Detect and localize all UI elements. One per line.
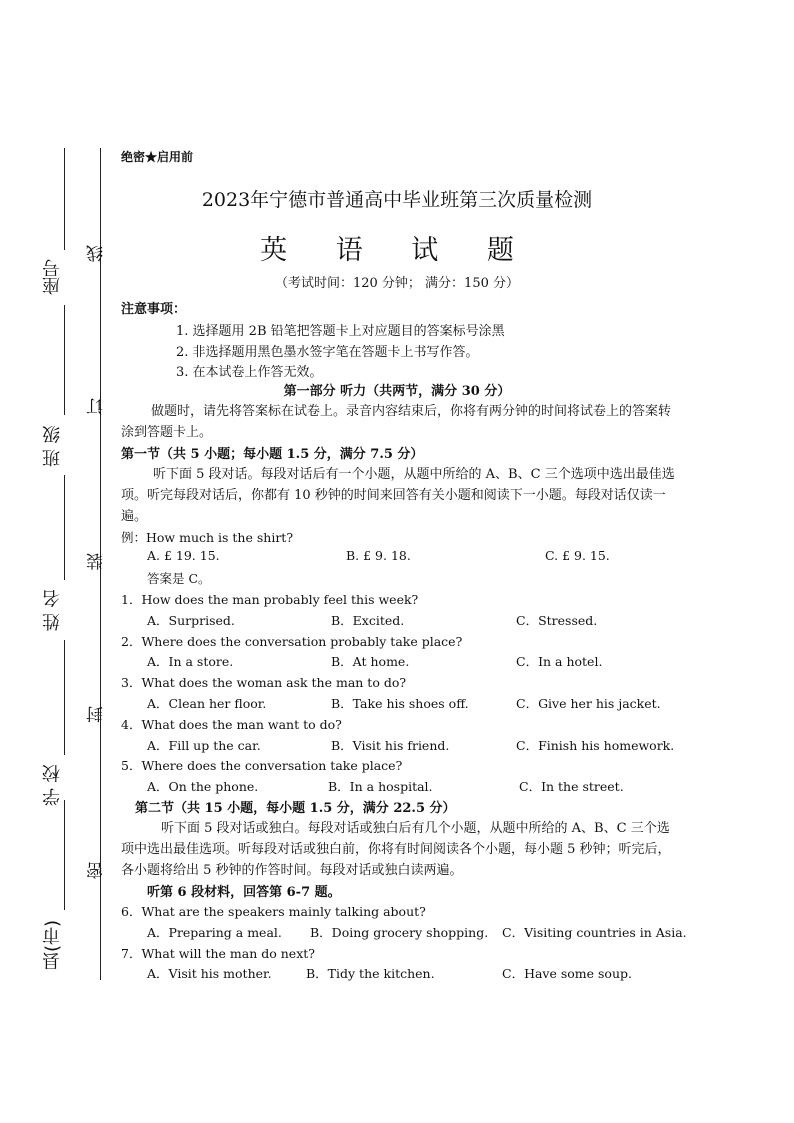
- q1-option-b: B．Excited.: [331, 613, 405, 628]
- question-3: 3．What does the woman ask the man to do?: [121, 675, 407, 690]
- seal-char-xian: 线: [87, 245, 107, 262]
- class-label: 班 级: [42, 425, 63, 467]
- q6-option-a: A．Preparing a meal.: [147, 925, 282, 940]
- section2-intro: 听下面 5 段对话或独白。每段对话或独白后有几个小题，从题中所给的 A、B、C 三个选项中选出最佳选项。听每段对话或独白前，你将有时间阅读各个小题，每小题 5 秒钟；听完后，各小题将给出 5 秒钟的作答时间。每段对话或独白读两遍。: [121, 821, 671, 878]
- q6-option-c: C．Visiting countries in Asia.: [502, 925, 687, 940]
- notice-item-2: 2. 非选择题用黑色墨水签字笔在答题卡上书写作答。: [176, 345, 479, 360]
- secret-label: 绝密★启用前: [121, 150, 194, 164]
- seal-char-mi: 密: [87, 862, 107, 879]
- q3-option-c: C．Give her his jacket.: [516, 696, 661, 711]
- q4-option-b: B．Visit his friend.: [331, 738, 450, 753]
- notice-item-3: 3. 在本试卷上作答无效。: [176, 365, 323, 380]
- q6-option-b: B．Doing grocery shopping.: [310, 925, 489, 940]
- section1-title: 第一节（共 5 小题；每小题 1.5 分，满分 7.5 分）: [121, 447, 424, 462]
- q2-option-b: B．At home.: [331, 654, 410, 669]
- q3-option-a: A．Clean her floor.: [147, 696, 267, 711]
- example-question: 例：How much is the shirt?: [121, 530, 294, 545]
- name-label: 姓 名: [42, 589, 63, 631]
- exam-title: 2023年宁德市普通高中毕业班第三次质量检测: [201, 189, 593, 211]
- question-2: 2．Where does the conversation probably take place?: [121, 634, 463, 649]
- county-blank: [64, 800, 65, 910]
- q4-option-a: A．Fill up the car.: [147, 738, 261, 753]
- q1-option-a: A．Surprised.: [147, 613, 235, 628]
- county-label: 县(市): [42, 919, 63, 971]
- seal-char-ding: 订: [87, 398, 107, 415]
- question-5: 5．Where does the conversation take place?: [121, 758, 403, 773]
- example-option-a: A. £ 19. 15.: [147, 548, 220, 563]
- q1-option-c: C．Stressed.: [516, 613, 598, 628]
- q7-option-a: A．Visit his mother.: [147, 966, 272, 981]
- example-option-c: C. £ 9. 15.: [545, 548, 610, 563]
- question-7: 7．What will the man do next?: [121, 946, 315, 961]
- part1-title: 第一部分 听力（共两节，满分 30 分）: [283, 384, 511, 399]
- seat-label: 座号: [42, 259, 63, 296]
- seal-char-feng: 封: [87, 706, 107, 723]
- q4-option-c: C．Finish his homework.: [516, 738, 675, 753]
- q7-option-b: B．Tidy the kitchen.: [306, 966, 435, 981]
- example-option-b: B. £ 9. 18.: [346, 548, 411, 563]
- material-6-heading: 听第 6 段材料，回答第 6-7 题。: [147, 885, 341, 900]
- subject-title: 英 语 试 题: [260, 235, 534, 266]
- example-answer: 答案是 C。: [147, 571, 211, 586]
- section2-title: 第二节（共 15 小题，每小题 1.5 分，满分 22.5 分）: [135, 801, 456, 816]
- question-1: 1．How does the man probably feel this week?: [121, 592, 419, 607]
- q3-option-b: B．Take his shoes off.: [331, 696, 469, 711]
- notice-title: 注意事项：: [121, 302, 187, 317]
- name-blank: [64, 475, 65, 580]
- section1-intro: 听下面 5 段对话。每段对话后有一个小题，从题中所给的 A、B、C 三个选项中选出最佳选项。听完每段对话后，你都有 10 秒钟的时间来回答有关小题和阅读下一小题。每段对话仅读一遍。: [121, 467, 675, 524]
- q2-option-a: A．In a store.: [147, 654, 234, 669]
- question-4: 4．What does the man want to do?: [121, 717, 342, 732]
- notice-item-1: 1. 选择题用 2B 铅笔把答题卡上对应题目的答案标号涂黑: [176, 324, 505, 339]
- school-blank: [64, 640, 65, 755]
- q2-option-c: C．In a hotel.: [516, 654, 603, 669]
- q5-option-b: B．In a hospital.: [328, 779, 433, 794]
- question-6: 6．What are the speakers mainly talking about?: [121, 904, 426, 919]
- school-label: 学 校: [42, 764, 63, 806]
- part1-intro: 做题时，请先将答案标在试卷上。录音内容结束后，你将有两分钟的时间将试卷上的答案转涂到答题卡上。: [121, 404, 672, 440]
- seal-char-zhuang: 装: [87, 553, 107, 570]
- q7-option-c: C．Have some soup.: [502, 966, 632, 981]
- q5-option-c: C．In the street.: [519, 779, 624, 794]
- time-info: （考试时间：120 分钟； 满分：150 分）: [274, 276, 520, 291]
- q5-option-a: A．On the phone.: [147, 779, 259, 794]
